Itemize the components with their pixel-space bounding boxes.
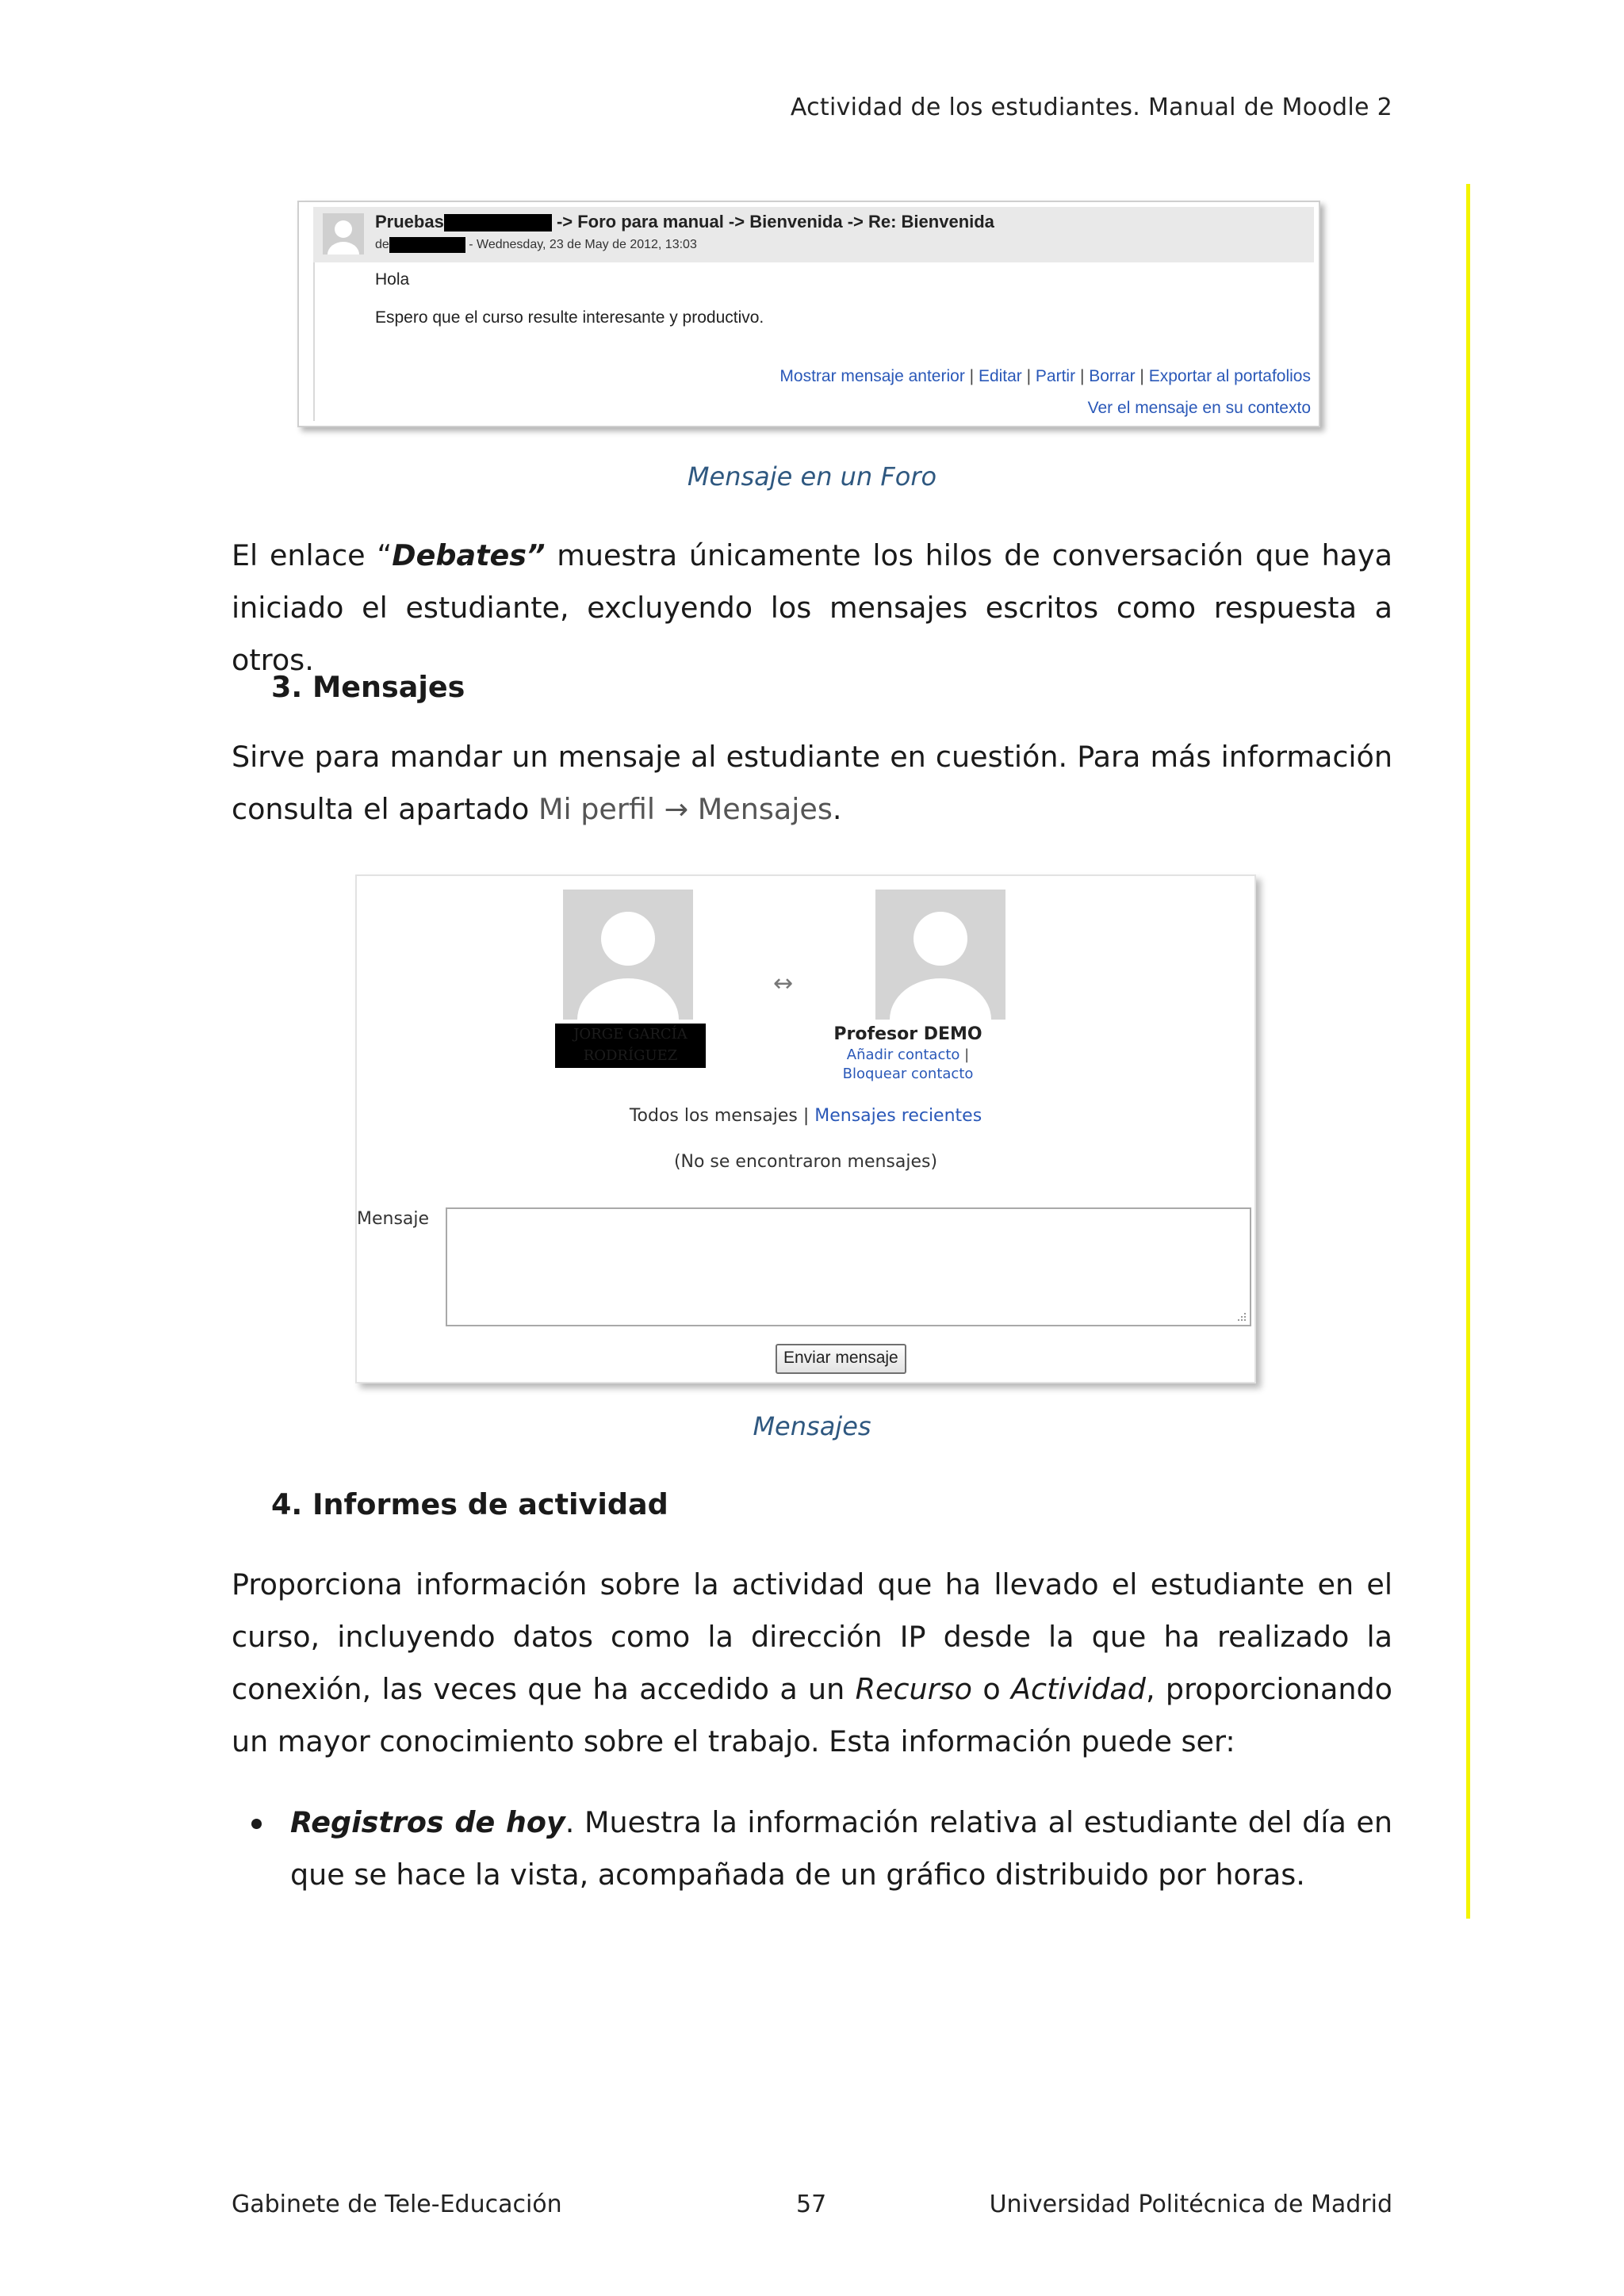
- redacted-student-name: JORGE GARCÍA RODRÍGUEZ: [555, 1024, 706, 1068]
- delete-link[interactable]: Borrar: [1089, 367, 1136, 385]
- teacher-avatar-icon[interactable]: [875, 890, 1005, 1020]
- resize-grip-icon[interactable]: [1235, 1310, 1247, 1322]
- split-link[interactable]: Partir: [1035, 367, 1076, 385]
- heading-mensajes: 3. Mensajes: [271, 670, 465, 704]
- text: o: [972, 1672, 1012, 1706]
- add-contact-link[interactable]: Añadir contacto: [846, 1047, 960, 1063]
- caption-mensajes: Mensajes: [753, 1411, 871, 1441]
- separator: |: [1135, 367, 1149, 385]
- menu-reference: Mi perfil → Mensajes: [538, 792, 833, 826]
- post-body-line: Espero que el curso resulte interesante y productivo.: [375, 308, 764, 327]
- view-in-context-link[interactable]: Ver el mensaje en su contexto: [1087, 399, 1311, 417]
- export-portfolio-link[interactable]: Exportar al portafolios: [1148, 367, 1311, 385]
- message-filter-tabs: [357, 1106, 1254, 1126]
- margin-change-bar: [1466, 184, 1470, 1919]
- author-prefix: de: [375, 238, 389, 252]
- emphasis: Debates”: [392, 538, 546, 572]
- forum-post-rule: [313, 262, 315, 421]
- page-header: Actividad de los estudiantes. Manual de Moodle 2: [790, 94, 1392, 121]
- bullet-registros-hoy: [290, 1797, 1392, 1901]
- tab-recent-messages[interactable]: Mensajes recientes: [814, 1106, 982, 1126]
- text: muestra únicamente los hilos de conversación que haya iniciado el estudiante, excluyendo los mensajes escritos como respuesta a otros.: [232, 538, 1392, 677]
- forum-post-subject: [375, 212, 994, 232]
- subject-breadcrumb: -> Foro para manual -> Bienvenida -> Re: Bienvenida: [551, 212, 994, 232]
- block-contact-link[interactable]: Bloquear contacto: [842, 1066, 974, 1082]
- heading-informes: 4. Informes de actividad: [271, 1487, 668, 1521]
- message-textarea[interactable]: [446, 1207, 1251, 1326]
- forum-post-screenshot: [297, 201, 1320, 427]
- text: . Muestra la información relativa al estudiante del día en que se hace la vista, acompañada de un gráfico distribuido por horas.: [290, 1805, 1392, 1892]
- footer-right: Universidad Politécnica de Madrid: [989, 2191, 1392, 2218]
- message-field-label: Mensaje: [357, 1209, 430, 1229]
- messages-screenshot: [355, 874, 1256, 1383]
- teacher-name: Profesor DEMO: [833, 1024, 982, 1044]
- emphasis: Registros de hoy: [290, 1805, 565, 1839]
- caption-forum: Mensaje en un Foro: [687, 461, 937, 492]
- redacted-author: [389, 237, 465, 253]
- text: Proporciona información sobre la actividad que ha llevado el estudiante en el curso, incluyendo datos como la dirección IP desde la que ha realizado la conexión, las veces que ha accedido a un: [232, 1567, 1392, 1706]
- show-previous-link[interactable]: Mostrar mensaje anterior: [779, 367, 965, 385]
- double-arrow-icon: ↔: [773, 970, 794, 997]
- text: , proporcionando un mayor conocimiento sobre el trabajo. Esta información puede ser:: [232, 1672, 1392, 1758]
- italic-term: Recurso: [855, 1672, 973, 1706]
- paragraph-debates: [232, 530, 1392, 687]
- post-body-line: Hola: [375, 270, 410, 289]
- user-avatar-icon[interactable]: [323, 213, 364, 254]
- student-avatar-icon[interactable]: [563, 890, 693, 1020]
- tab-all-messages[interactable]: Todos los mensajes: [629, 1106, 798, 1126]
- paragraph-mensajes: [232, 731, 1392, 836]
- send-message-button[interactable]: Enviar mensaje: [776, 1344, 906, 1374]
- footer-page-number: 57: [796, 2191, 827, 2218]
- separator: |: [964, 367, 979, 385]
- post-date: - Wednesday, 23 de May de 2012, 13:03: [465, 238, 697, 252]
- bullet-icon: [251, 1819, 262, 1829]
- contact-actions: [829, 1046, 987, 1084]
- separator: |: [797, 1106, 815, 1126]
- redacted-block: [444, 214, 552, 232]
- forum-post-author: [375, 237, 697, 253]
- post-commands: [779, 367, 1311, 386]
- paragraph-informes: [232, 1559, 1392, 1768]
- italic-term: Actividad: [1011, 1672, 1146, 1706]
- text: Sirve para mandar un mensaje al estudiante en cuestión. Para más información consulta el apartado: [232, 740, 1392, 826]
- empty-messages-notice: (No se encontraron mensajes): [673, 1152, 938, 1172]
- separator: |: [959, 1047, 970, 1063]
- footer-left: Gabinete de Tele-Educación: [232, 2191, 562, 2218]
- edit-link[interactable]: Editar: [978, 367, 1022, 385]
- text: El enlace “: [232, 538, 393, 572]
- subject-prefix: Pruebas: [375, 212, 444, 232]
- separator: |: [1021, 367, 1036, 385]
- text: .: [832, 792, 842, 826]
- separator: |: [1075, 367, 1090, 385]
